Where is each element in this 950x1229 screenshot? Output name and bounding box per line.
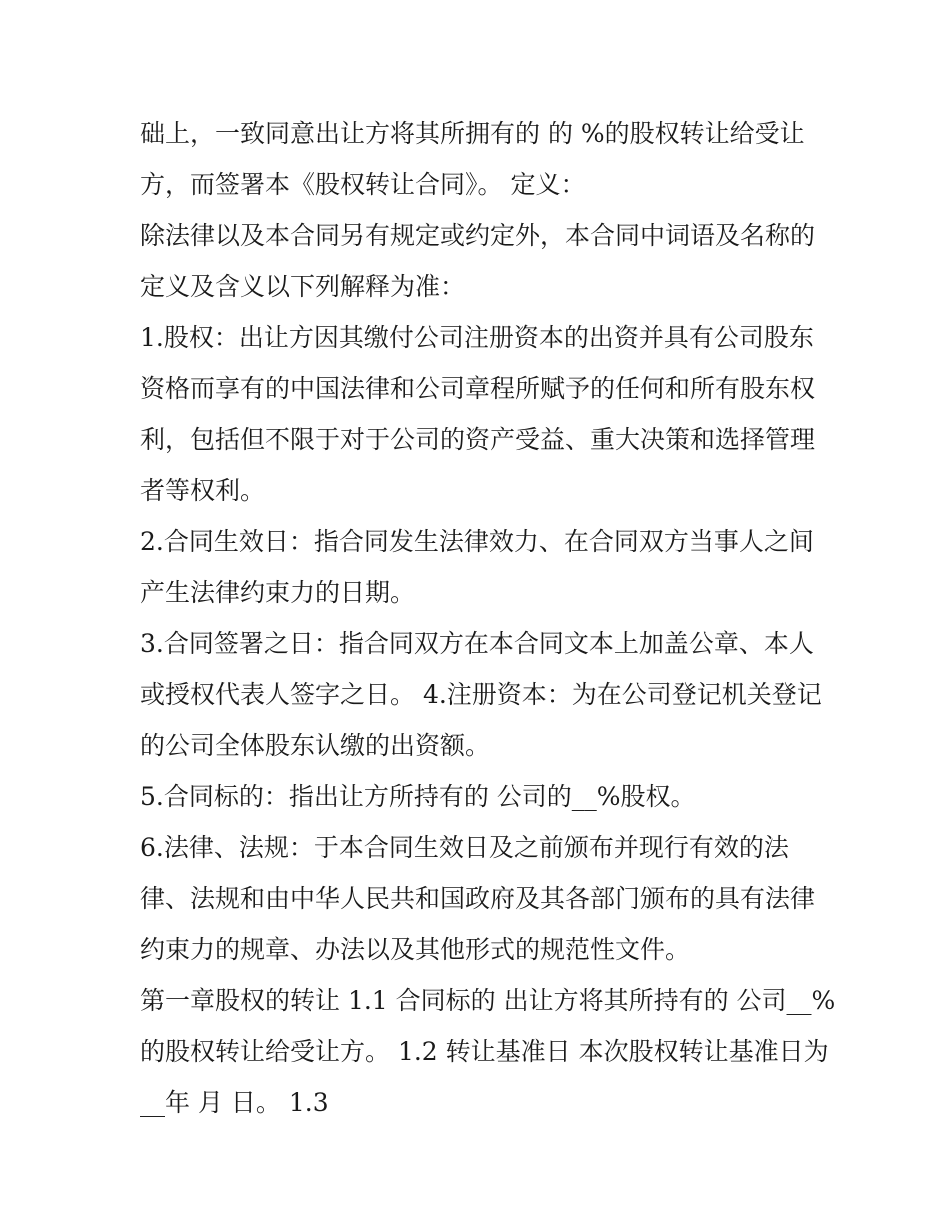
text-line-4: 定义及含义以下列解释为准：: [140, 272, 466, 301]
text-line-19: 的股权转让给受让方。 1.2 转让基准日 本次股权转让基准日为: [140, 1037, 829, 1066]
text-line-17: 约束力的规章、办法以及其他形式的规范性文件。: [140, 935, 691, 964]
text-line-2: 方，而签署本《股权转让合同》。 定义：: [140, 170, 586, 199]
document-body: [140, 108, 836, 1128]
text-line-13: 的公司全体股东认缴的出资额。: [140, 731, 491, 760]
text-line-1: 础上，一致同意出让方将其所拥有的 的 %的股权转让给受让: [140, 119, 805, 148]
text-line-10: 产生法律约束力的日期。: [140, 578, 416, 607]
text-line-15: 6.法律、法规：于本合同生效日及之前颁布并现行有效的法: [140, 833, 789, 862]
text-line-16: 律、法规和由中华人民共和国政府及其各部门颁布的具有法律: [140, 884, 816, 913]
text-line-20: __年 月 日。 1.3: [140, 1088, 329, 1117]
text-line-18: 第一章股权的转让 1.1 合同标的 出让方将其所持有的 公司__%: [140, 986, 836, 1015]
text-line-8: 者等权利。: [140, 476, 266, 505]
text-line-11: 3.合同签署之日：指合同双方在本合同文本上加盖公章、本人: [140, 629, 814, 658]
text-line-9: 2.合同生效日：指合同发生法律效力、在合同双方当事人之间: [140, 527, 814, 556]
text-line-3: 除法律以及本合同另有规定或约定外，本合同中词语及名称的: [140, 221, 816, 250]
text-line-7: 利，包括但不限于对于公司的资产受益、重大决策和选择管理: [140, 425, 816, 454]
text-line-6: 资格而享有的中国法律和公司章程所赋予的任何和所有股东权: [140, 374, 816, 403]
text-line-12: 或授权代表人签字之日。 4.注册资本：为在公司登记机关登记: [140, 680, 822, 709]
text-line-14: 5.合同标的：指出让方所持有的 公司的__%股权。: [140, 782, 696, 811]
text-line-5: 1.股权：出让方因其缴付公司注册资本的出资并具有公司股东: [140, 323, 814, 352]
